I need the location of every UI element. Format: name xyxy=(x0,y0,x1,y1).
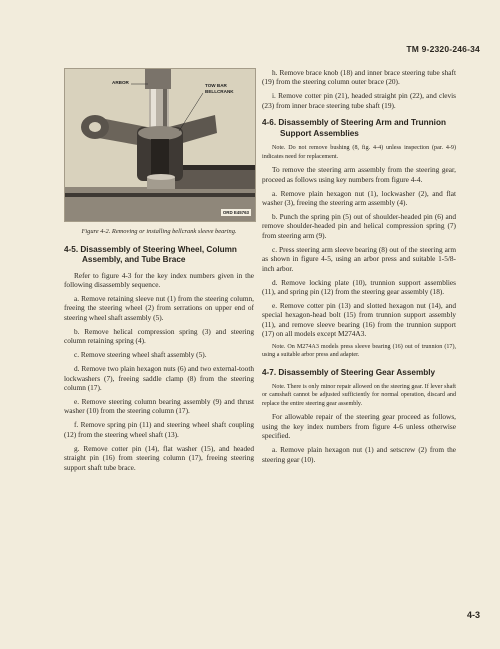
note: Note. On M274A3 models press sleeve bearing (16) out of trunnion (17), using a suitable arbor press and adapter. xyxy=(262,344,456,359)
note: Note. There is only minor repair allowed on the steering gear. If lever shaft or camshaft cannot be adjusted sufficiently for normal operation, discard and replace the entire steering gear assembly. xyxy=(262,384,456,407)
section-4-6-title: 4-6. Disassembly of Steering Arm and Trunnion Support Assemblies xyxy=(262,118,446,138)
paragraph: a. Remove plain hexagon nut (1) and setscrew (2) from the steering gear (10). xyxy=(262,445,456,464)
tm-number-header: TM 9-2320-246-34 xyxy=(406,44,480,54)
paragraph: e. Remove cotter pin (13) and slotted hexagon nut (14), and special hexagon-head bolt (15) from trunnion support assembly (11), and remove sleeve bearing (16) from the trunnion support (17) on all models except M274A3. xyxy=(262,300,456,339)
paragraph: b. Remove helical compression spring (3) and steering column retaining spring (4). xyxy=(64,326,254,346)
paragraph: a. Remove plain hexagon nut (1), lockwasher (2), and flat washer (3), freeing the steering arm assembly (4). xyxy=(262,188,456,207)
note: Note. Do not remove bushing (8, fig. 4-4) unless inspection (par. 4-9) indicates need for replacement. xyxy=(262,145,456,160)
section-4-7-title: 4-7. Disassembly of Steering Gear Assembly xyxy=(262,367,436,377)
paragraph: f. Remove spring pin (11) and steering wheel shaft coupling (12) from the steering wheel shaft (13). xyxy=(64,420,254,439)
right-column xyxy=(262,68,456,468)
section-4-5-title: 4-5. Disassembly of Steering Wheel, Column Assembly, and Tube Brace xyxy=(64,244,237,265)
paragraph: c. Remove steering wheel shaft assembly (5). xyxy=(74,350,207,360)
paragraph: c. Press steering arm sleeve bearing (8) out of the steering arm as shown in figure 4-5, using an arbor press and suitable 1-5/8-inch arbor. xyxy=(262,244,456,273)
paragraph: Refer to figure 4-3 for the key index numbers given in the following disassembly sequence. xyxy=(64,270,254,290)
paragraph: b. Punch the spring pin (5) out of shoulder-headed pin (6) and remove shoulder-headed pin and helical compression spring (7) from steering arm (9). xyxy=(262,211,456,240)
paragraph: i. Remove cotter pin (21), headed straight pin (22), and clevis (23) from inner brace steering tube shaft (19). xyxy=(262,91,456,110)
arbor-callout: ARBOR xyxy=(112,80,129,85)
paragraph: h. Remove brace knob (18) and inner brace steering tube shaft (19) from the steering column outer brace (20). xyxy=(262,68,456,87)
tow-bar-callout: TOW BAR xyxy=(205,83,227,88)
paragraph: a. Remove retaining sleeve nut (1) from the steering column, freeing the steering wheel (2) from serrations on upper end of steering wheel shaft assembly (5). xyxy=(64,294,254,322)
ord-number-label: ORD E45763 xyxy=(222,210,249,215)
paragraph: e. Remove steering column bearing assembly (9) and thrust washer (10) from the steering column (17). xyxy=(64,396,254,416)
paragraph: For allowable repair of the steering gear proceed as follows, using the key index numbers from figure 4-6 unless otherwise specified. xyxy=(262,412,456,441)
left-column xyxy=(64,68,254,476)
paragraph: d. Remove two plain hexagon nuts (6) and two external-tooth lockwashers (7), freeing saddle clamp (8) from the steering column (17). xyxy=(64,364,254,393)
figure-4-2-photo xyxy=(64,68,256,222)
paragraph: d. Remove locking plate (10), trunnion support assemblies (11), and spring pin (12) from the steering gear assembly (18). xyxy=(262,277,456,297)
page-number: 4-3 xyxy=(466,610,480,620)
bellcrank-callout: BELLCRANK xyxy=(205,89,234,94)
paragraph: g. Remove cotter pin (14), flat washer (15), and headed straight pin (16) from steering column (17), freeing steering support shaft tube brace. xyxy=(64,443,254,472)
figure-caption: Figure 4-2. Removing or installing bellcrank sleeve bearing. xyxy=(81,228,237,235)
paragraph: To remove the steering arm assembly from the steering gear, proceed as follows using key numbers from figure 4-4. xyxy=(262,165,456,184)
